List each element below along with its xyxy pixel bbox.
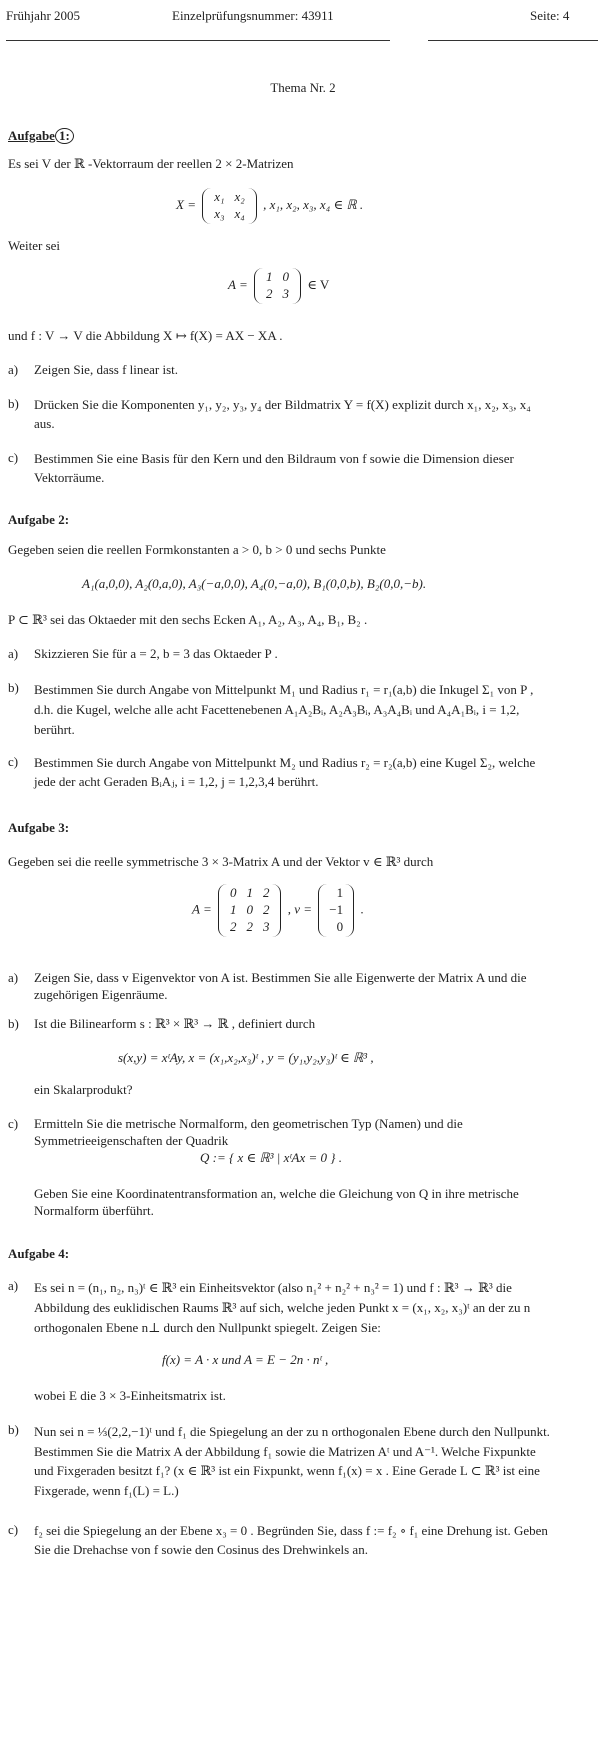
a2-oktaeder: P ⊂ ℝ³ sei das Oktaeder mit den sechs Ecken A₁, A₂, A₃, A₄, B₁, B₂ . bbox=[8, 612, 368, 627]
matrix-entry: x₃ bbox=[214, 205, 225, 221]
header-page: Seite: 4 bbox=[530, 8, 570, 23]
matrix-entry: 2 bbox=[265, 285, 273, 301]
a4-item-a: Es sei n = (n₁, n₂, n₃)ᵗ ∈ ℝ³ ein Einheitsvektor (also n₁² + n₂² + n₃² = 1) und f : ℝ³ → ℝ³ die Abbildung des euklidischen Raums ℝ³ auf sich, welche jeden Punkt x = (x₁, x₂, x₃)ᵗ an der zu n orthogonalen Ebene n⊥ durch den Nullpunkt spiegelt. Zeigen Sie: bbox=[34, 1280, 531, 1336]
matrix-entry: 1 bbox=[265, 269, 273, 284]
aufgabe-1-title bbox=[8, 128, 74, 145]
a1-a-tail: ∈ V bbox=[307, 276, 330, 292]
a1-map: und f : V → V die Abbildung X ↦ f(X) = AX − XA . bbox=[8, 328, 283, 343]
a1-intro: Es sei V der ℝ -Vektorraum der reellen 2 × 2-Matrizen bbox=[8, 156, 294, 171]
matrix-entry: 3 bbox=[282, 285, 289, 301]
matrix-entry: x₄ bbox=[234, 205, 245, 221]
a2-points: A₁(a,0,0), A₂(0,a,0), A₃(−a,0,0), A₄(0,−a,0), B₁(0,0,b), B₂(0,0,−b). bbox=[82, 576, 427, 591]
a1-item-a-label: a) bbox=[8, 362, 19, 377]
a1-item-c-label: c) bbox=[8, 450, 19, 465]
a2-item-b: Bestimmen Sie durch Angabe von Mittelpunkt M₁ und Radius r₁ = r₁(a,b) die Inkugel Σ₁ von P , d.h. die Kugel, welche alle acht Facettenebenen A₁A₂Bᵢ, A₂A₃Bᵢ, A₃A₄Bᵢ und A₄A₁Bᵢ, i = 1,2, berührt. bbox=[34, 682, 534, 738]
header-rule-left bbox=[6, 40, 390, 41]
a3-definition bbox=[192, 884, 364, 937]
matrix-entry: 1 bbox=[229, 901, 237, 917]
a3-item-b: Ist die Bilinearform s : ℝ³ × ℝ³ → ℝ , definiert durch bbox=[34, 1016, 316, 1031]
a1-x-tail: , x₁, x₂, x₃, x₄ ∈ ℝ . bbox=[263, 196, 364, 212]
a3-item-c: Ermitteln Sie die metrische Normalform, den geometrischen Typ (Namen) und die Symmetrieeigenschaften der Quadrik bbox=[34, 1116, 463, 1148]
a3-v-lhs: , v = bbox=[287, 901, 313, 917]
a4-item-b: Nun sei n = ⅓(2,2,−1)ᵗ und f₁ die Spiegelung an der zu n orthogonalen Ebene durch den Nullpunkt. Bestimmen Sie die Matrix A der Abbildung f₁ sowie die Matrizen Aᵗ und A⁻¹. Welche Fixpunkte und Fixgeraden besitzt f₁? (x ∈ ℝ³ ist ein Fixpunkt, wenn f₁(x) = x . Eine Gerade L ⊂ ℝ³ ist eine Fixgerade, wenn f₁(L) = L.) bbox=[34, 1424, 550, 1498]
a3-item-b-label: b) bbox=[8, 1016, 19, 1031]
matrix-entry: 2 bbox=[262, 901, 270, 917]
a3-v-tail: . bbox=[360, 901, 364, 917]
matrix-entry: 2 bbox=[246, 918, 253, 934]
thema-title: Thema Nr. 2 bbox=[270, 80, 336, 95]
matrix-entry: x₂ bbox=[234, 189, 245, 204]
a3-a-lhs: A = bbox=[192, 901, 212, 917]
header-exam-number: Einzelprüfungsnummer: 43911 bbox=[172, 8, 334, 23]
vector-entry: 1 bbox=[336, 885, 344, 900]
a2-item-a-label: a) bbox=[8, 646, 19, 661]
a4-item-c: f₂ sei die Spiegelung an der Ebene x₃ = 0 . Begründen Sie, dass f := f₂ ∘ f₁ eine Drehung ist. Geben Sie die Drehachse von f sowie den Cosinus des Drehwinkels an. bbox=[34, 1523, 548, 1557]
a3-item-b-formula: s(x,y) = xᵗAy, x = (x₁,x₂,x₃)ᵗ , y = (y₁,y₂,y₃)ᵗ ∈ ℝ³ , bbox=[118, 1050, 374, 1065]
a3-item-a-label: a) bbox=[8, 970, 19, 985]
matrix-entry: x₁ bbox=[214, 189, 225, 204]
a1-item-b-label: b) bbox=[8, 396, 19, 411]
a3-a-matrix bbox=[218, 884, 282, 937]
matrix-entry: 2 bbox=[229, 918, 237, 934]
a3-item-c-label: c) bbox=[8, 1116, 19, 1131]
a1-item-c: Bestimmen Sie eine Basis für den Kern und den Bildraum von f sowie die Dimension dieser Vektorräume. bbox=[34, 451, 514, 485]
a1-a-lhs: A = bbox=[228, 276, 248, 292]
matrix-entry: 2 bbox=[262, 885, 270, 900]
a1-weiter: Weiter sei bbox=[8, 238, 61, 253]
a3-item-c-formula: Q := { x ∈ ℝ³ | xᵗAx = 0 } . bbox=[200, 1150, 342, 1165]
aufgabe-1-prefix: Aufgabe bbox=[8, 128, 55, 143]
matrix-entry: 0 bbox=[229, 885, 237, 900]
aufgabe-3-title: Aufgabe 3: bbox=[8, 820, 70, 835]
a1-item-a: Zeigen Sie, dass f linear ist. bbox=[34, 362, 179, 377]
a4-item-a-tail: wobei E die 3 × 3-Einheitsmatrix ist. bbox=[34, 1388, 226, 1403]
a3-item-b-tail: ein Skalarprodukt? bbox=[34, 1082, 133, 1097]
a3-item-a: Zeigen Sie, dass v Eigenvektor von A ist. Bestimmen Sie alle Eigenwerte der Matrix A und die zugehörigen Eigenräume. bbox=[34, 970, 527, 1002]
a2-item-c: Bestimmen Sie durch Angabe von Mittelpunkt M₂ und Radius r₂ = r₂(a,b) eine Kugel Σ₂, welche jede der acht Geraden BᵢAⱼ, i = 1,2, j = 1,2,3,4 berührt. bbox=[34, 755, 536, 789]
a2-intro: Gegeben seien die reellen Formkonstanten a > 0, b > 0 und sechs Punkte bbox=[8, 542, 386, 557]
matrix-entry: 0 bbox=[246, 901, 253, 917]
a4-item-c-label: c) bbox=[8, 1522, 19, 1537]
matrix-entry: 1 bbox=[246, 885, 253, 900]
a1-item-b: Drücken Sie die Komponenten y₁, y₂, y₃, y₄ der Bildmatrix Y = f(X) explizit durch x₁, x₂, x₃, x₄ aus. bbox=[34, 397, 531, 431]
aufgabe-2-title: Aufgabe 2: bbox=[8, 512, 70, 527]
a4-item-b-label: b) bbox=[8, 1422, 19, 1437]
a3-v-vector bbox=[318, 884, 354, 937]
a2-item-c-label: c) bbox=[8, 754, 19, 769]
a1-x-lhs: X = bbox=[176, 196, 196, 212]
a1-a-matrix bbox=[254, 268, 301, 304]
a1-a-definition bbox=[228, 268, 329, 304]
aufgabe-4-title: Aufgabe 4: bbox=[8, 1246, 70, 1261]
matrix-entry: 0 bbox=[282, 269, 289, 284]
header-semester: Frühjahr 2005 bbox=[6, 8, 81, 23]
a3-intro: Gegeben sei die reelle symmetrische 3 × 3-Matrix A und der Vektor v ∈ ℝ³ durch bbox=[8, 854, 434, 869]
a1-x-matrix bbox=[202, 188, 257, 224]
vector-entry: −1 bbox=[329, 901, 344, 917]
header-rule-right bbox=[428, 40, 598, 41]
a1-x-definition bbox=[176, 188, 363, 224]
a2-item-b-label: b) bbox=[8, 680, 19, 695]
a4-item-a-label: a) bbox=[8, 1278, 19, 1293]
a2-item-a: Skizzieren Sie für a = 2, b = 3 das Oktaeder P . bbox=[34, 646, 278, 661]
aufgabe-1-number: 1: bbox=[55, 128, 74, 144]
a4-item-a-formula: f(x) = A · x und A = E − 2n · nᵗ , bbox=[162, 1352, 329, 1367]
vector-entry: 0 bbox=[336, 918, 344, 934]
matrix-entry: 3 bbox=[262, 918, 270, 934]
a3-item-c-tail: Geben Sie eine Koordinatentransformation an, welche die Gleichung von Q in ihre metrische Normalform überführt. bbox=[34, 1186, 519, 1218]
